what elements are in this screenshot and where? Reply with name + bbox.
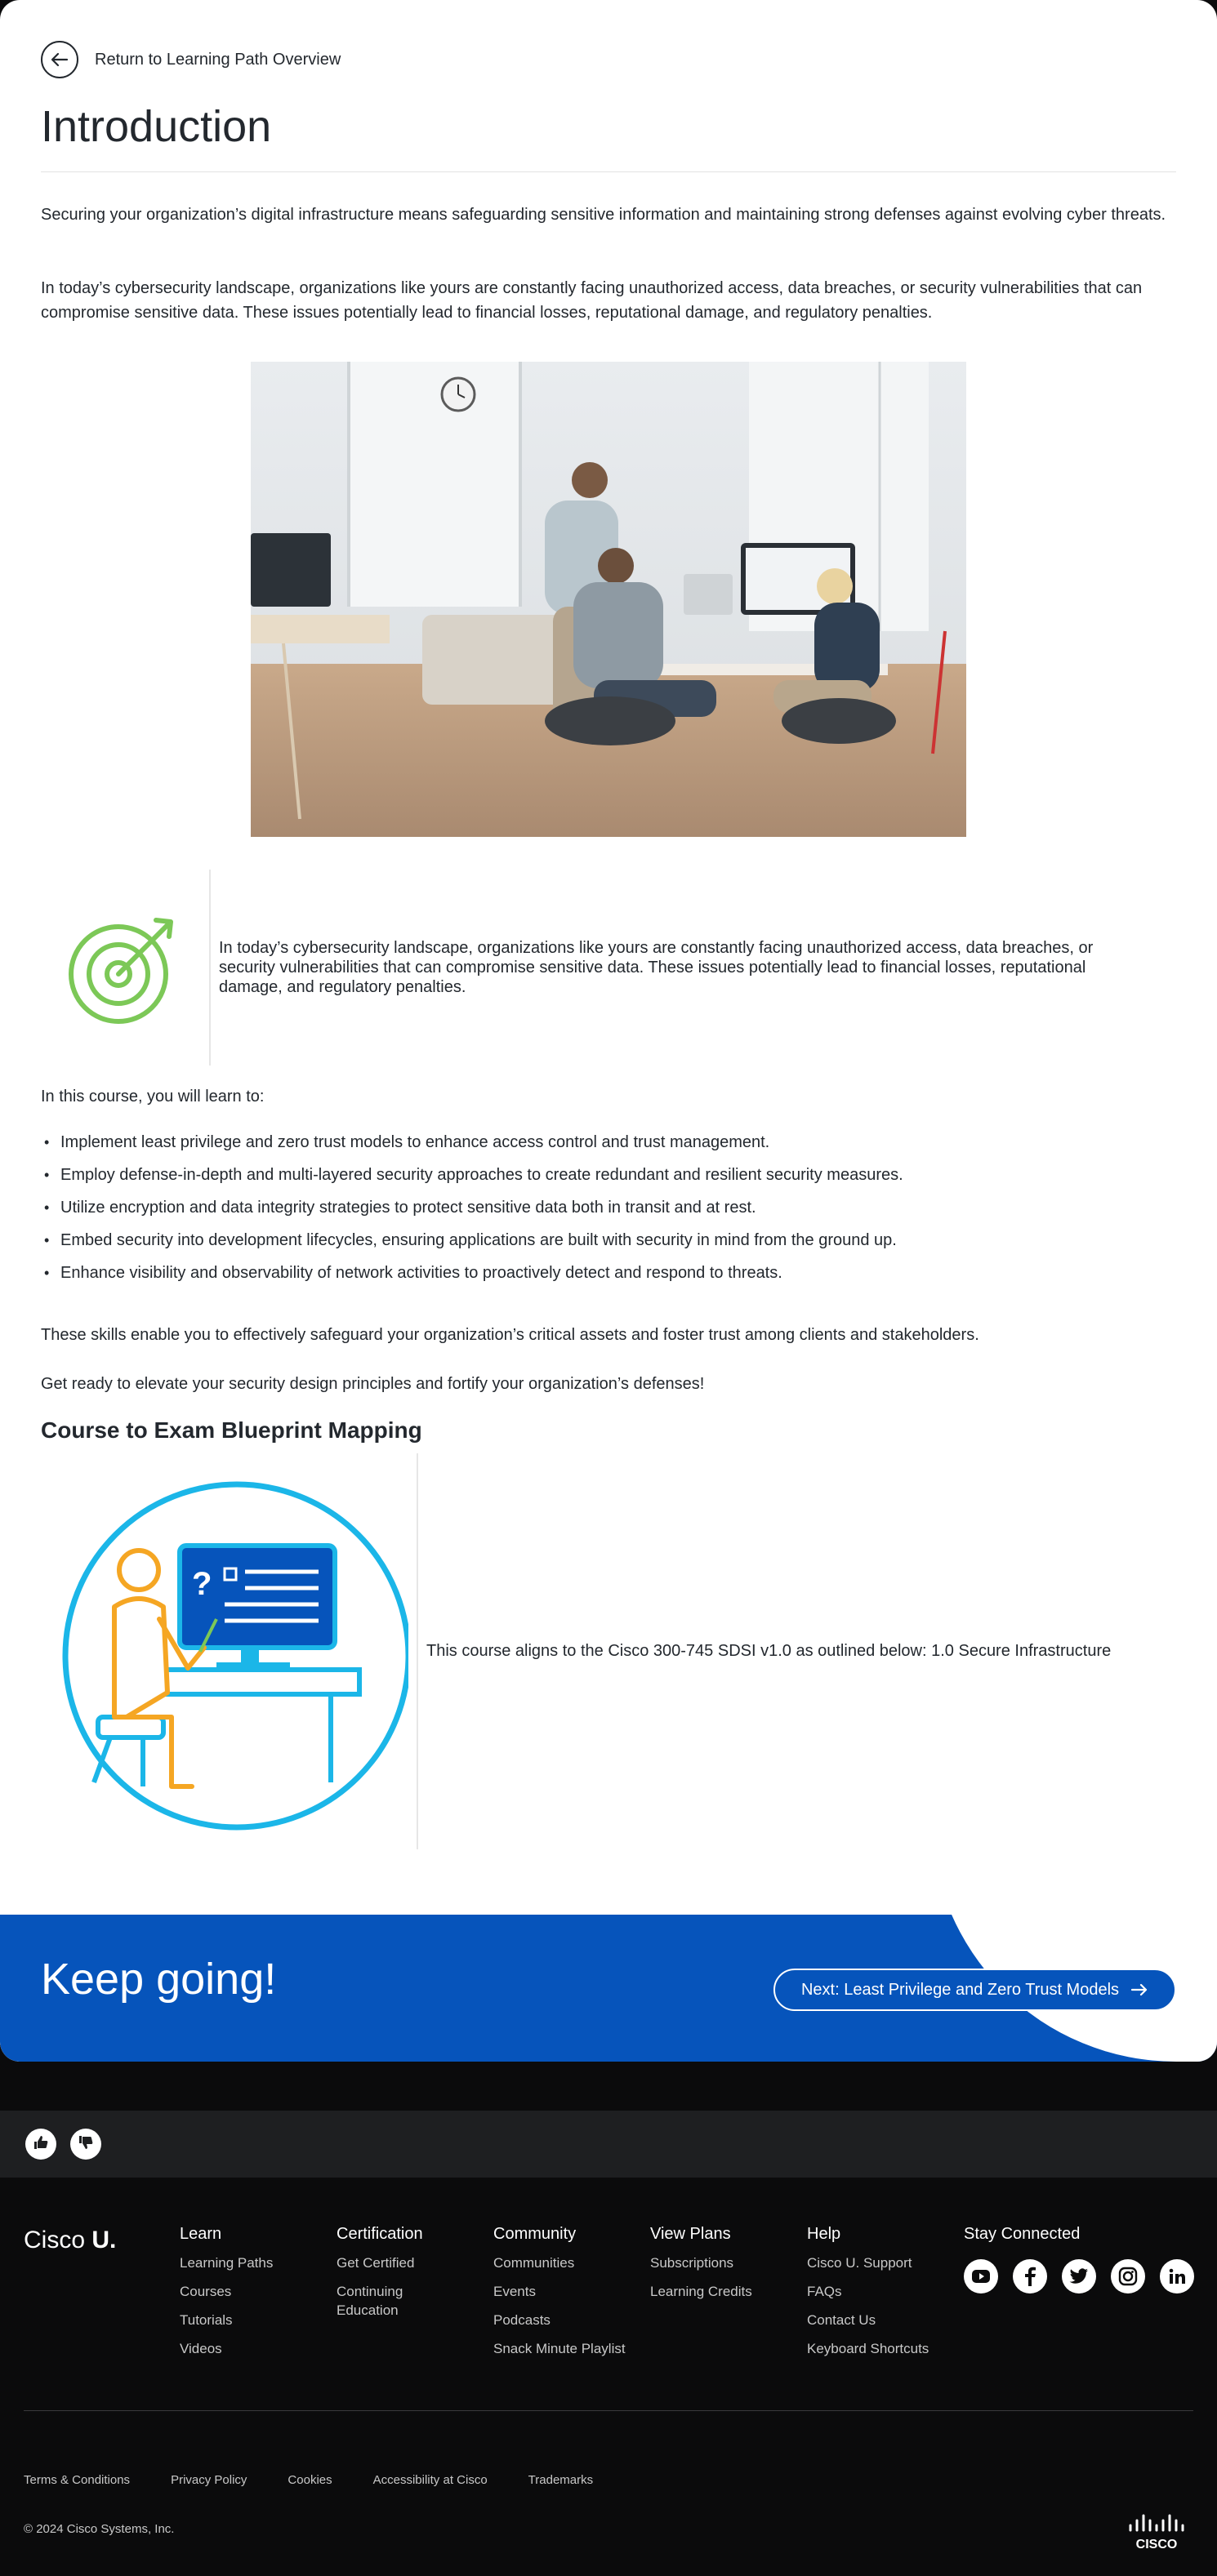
legal-link[interactable]: Trademarks bbox=[528, 2473, 594, 2487]
footer-column-learn bbox=[180, 2225, 327, 2368]
footer-link[interactable]: Learning Paths bbox=[180, 2255, 274, 2271]
title-divider bbox=[41, 171, 1176, 172]
footer-link[interactable]: Tutorials bbox=[180, 2312, 233, 2328]
youtube-icon[interactable] bbox=[964, 2259, 998, 2293]
footer-link[interactable]: Snack Minute Playlist bbox=[493, 2341, 626, 2356]
footer-link[interactable]: Keyboard Shortcuts bbox=[807, 2341, 929, 2356]
list-item: • Utilize encryption and data integrity strategies to protect sensitive data both in transit and at rest. bbox=[60, 1195, 1171, 1220]
learn-list bbox=[60, 1130, 1171, 1293]
list-item: • Enhance visibility and observability of network activities to proactively detect and respond to threats. bbox=[60, 1261, 1171, 1285]
callout-text: In today’s cybersecurity landscape, organizations like yours are constantly facing unauthorized access, data breaches, or security vulnerabilities that can compromise sensitive data. These issues potentially lead to financial losses, reputational damage, and regulatory penalties. bbox=[219, 939, 1094, 996]
intro-paragraph-2: In today’s cybersecurity landscape, organizations like yours are constantly facing unauthorized access, data breaches, or security vulnerabilities that can compromise sensitive data. These issues potentially lead to financial losses, reputational damage, and regulatory penalties. bbox=[41, 279, 1143, 322]
footer-column-help bbox=[807, 2225, 954, 2368]
footer-link[interactable]: Videos bbox=[180, 2341, 222, 2356]
thumbs-down-button[interactable] bbox=[70, 2129, 101, 2160]
feedback-bar bbox=[0, 2111, 1217, 2178]
cisco-logo[interactable] bbox=[1126, 2514, 1191, 2552]
blueprint-heading: Course to Exam Blueprint Mapping bbox=[41, 1417, 422, 1443]
footer-link[interactable]: Learning Credits bbox=[650, 2284, 752, 2299]
thumbs-up-button[interactable] bbox=[25, 2129, 56, 2160]
return-link-label: Return to Learning Path Overview bbox=[95, 50, 341, 69]
next-lesson-label: Next: Least Privilege and Zero Trust Models bbox=[800, 1980, 1120, 1999]
footer-link[interactable]: Subscriptions bbox=[650, 2255, 734, 2271]
legal-link[interactable]: Cookies bbox=[288, 2473, 332, 2487]
legal-links bbox=[24, 2473, 634, 2487]
twitter-icon[interactable] bbox=[1062, 2259, 1096, 2293]
social-links bbox=[964, 2259, 1209, 2293]
logo-text: Cisco bbox=[24, 2227, 86, 2253]
footer-column-stay-connected bbox=[964, 2225, 1176, 2253]
target-callout bbox=[41, 870, 1176, 1066]
footer-link[interactable]: Cisco U. Support bbox=[807, 2255, 912, 2271]
svg-text:?: ? bbox=[192, 1565, 212, 1602]
legal-link[interactable]: Accessibility at Cisco bbox=[372, 2473, 488, 2487]
blueprint-mapping bbox=[41, 1453, 1176, 1849]
copyright: © 2024 Cisco Systems, Inc. bbox=[24, 2522, 175, 2536]
arrow-left-icon bbox=[41, 41, 78, 78]
thumbs-down-icon bbox=[78, 2134, 94, 2155]
list-item: • Employ defense-in-depth and multi-layered security approaches to create redundant and resilient security measures. bbox=[60, 1163, 1171, 1187]
list-item: • Implement least privilege and zero trust models to enhance access control and trust management. bbox=[60, 1130, 1171, 1155]
office-team-photo bbox=[251, 362, 966, 837]
footer-column-community bbox=[493, 2225, 640, 2368]
footer-link[interactable]: Communities bbox=[493, 2255, 575, 2271]
footer-column-view-plans bbox=[650, 2225, 797, 2311]
footer-link[interactable]: Continuing Education bbox=[337, 2284, 403, 2318]
skills-paragraph: These skills enable you to effectively safeguard your organization’s critical assets and foster trust among clients and stakeholders. bbox=[41, 1326, 979, 1344]
page-title: Introduction bbox=[41, 102, 272, 151]
next-lesson-button[interactable] bbox=[773, 1969, 1176, 2011]
footer-column-certification bbox=[337, 2225, 426, 2329]
list-item: • Embed security into development lifecycles, ensuring applications are built with security in mind from the ground up. bbox=[60, 1228, 1171, 1252]
arrow-right-icon bbox=[1130, 1982, 1148, 1997]
footer-link[interactable]: Courses bbox=[180, 2284, 232, 2299]
footer-heading: Stay Connected bbox=[964, 2225, 1081, 2243]
footer-link[interactable]: Podcasts bbox=[493, 2312, 551, 2328]
footer-divider bbox=[24, 2410, 1193, 2411]
ready-paragraph: Get ready to elevate your security design principles and fortify your organization’s defenses! bbox=[41, 1375, 705, 1393]
person-at-desk-icon bbox=[41, 1453, 418, 1849]
blueprint-text: This course aligns to the Cisco 300-745 SDSI v1.0 as outlined below: 1.0 Secure Infrastructure bbox=[426, 1642, 1112, 1660]
legal-link[interactable]: Terms & Conditions bbox=[24, 2473, 131, 2487]
footer-link[interactable]: Contact Us bbox=[807, 2312, 876, 2328]
footer-heading: View Plans bbox=[650, 2225, 731, 2243]
keep-going-banner bbox=[0, 1915, 1217, 2062]
footer-link[interactable]: Events bbox=[493, 2284, 536, 2299]
footer-link[interactable]: FAQs bbox=[807, 2284, 842, 2299]
intro-paragraph-1: Securing your organization’s digital infrastructure means safeguarding sensitive information and maintaining strong defenses against evolving cyber threats. bbox=[41, 206, 1166, 224]
footer-heading: Community bbox=[493, 2225, 577, 2243]
footer-heading: Certification bbox=[337, 2225, 423, 2243]
site-footer bbox=[0, 2178, 1217, 2576]
cisco-wordmark: CISCO bbox=[1135, 2538, 1178, 2552]
cisco-u-logo[interactable] bbox=[24, 2227, 116, 2254]
learn-lead: In this course, you will learn to: bbox=[41, 1088, 265, 1106]
instagram-icon[interactable] bbox=[1111, 2259, 1145, 2293]
linkedin-icon[interactable] bbox=[1160, 2259, 1194, 2293]
thumbs-up-icon bbox=[33, 2134, 49, 2155]
footer-heading: Help bbox=[807, 2225, 841, 2243]
footer-heading: Learn bbox=[180, 2225, 222, 2243]
logo-bold: U. bbox=[91, 2227, 117, 2253]
return-link[interactable] bbox=[41, 41, 341, 78]
facebook-icon[interactable] bbox=[1013, 2259, 1047, 2293]
target-icon bbox=[41, 870, 211, 1066]
footer-link[interactable]: Get Certified bbox=[337, 2255, 415, 2271]
legal-link[interactable]: Privacy Policy bbox=[171, 2473, 247, 2487]
keep-going-heading: Keep going! bbox=[41, 1955, 277, 2004]
